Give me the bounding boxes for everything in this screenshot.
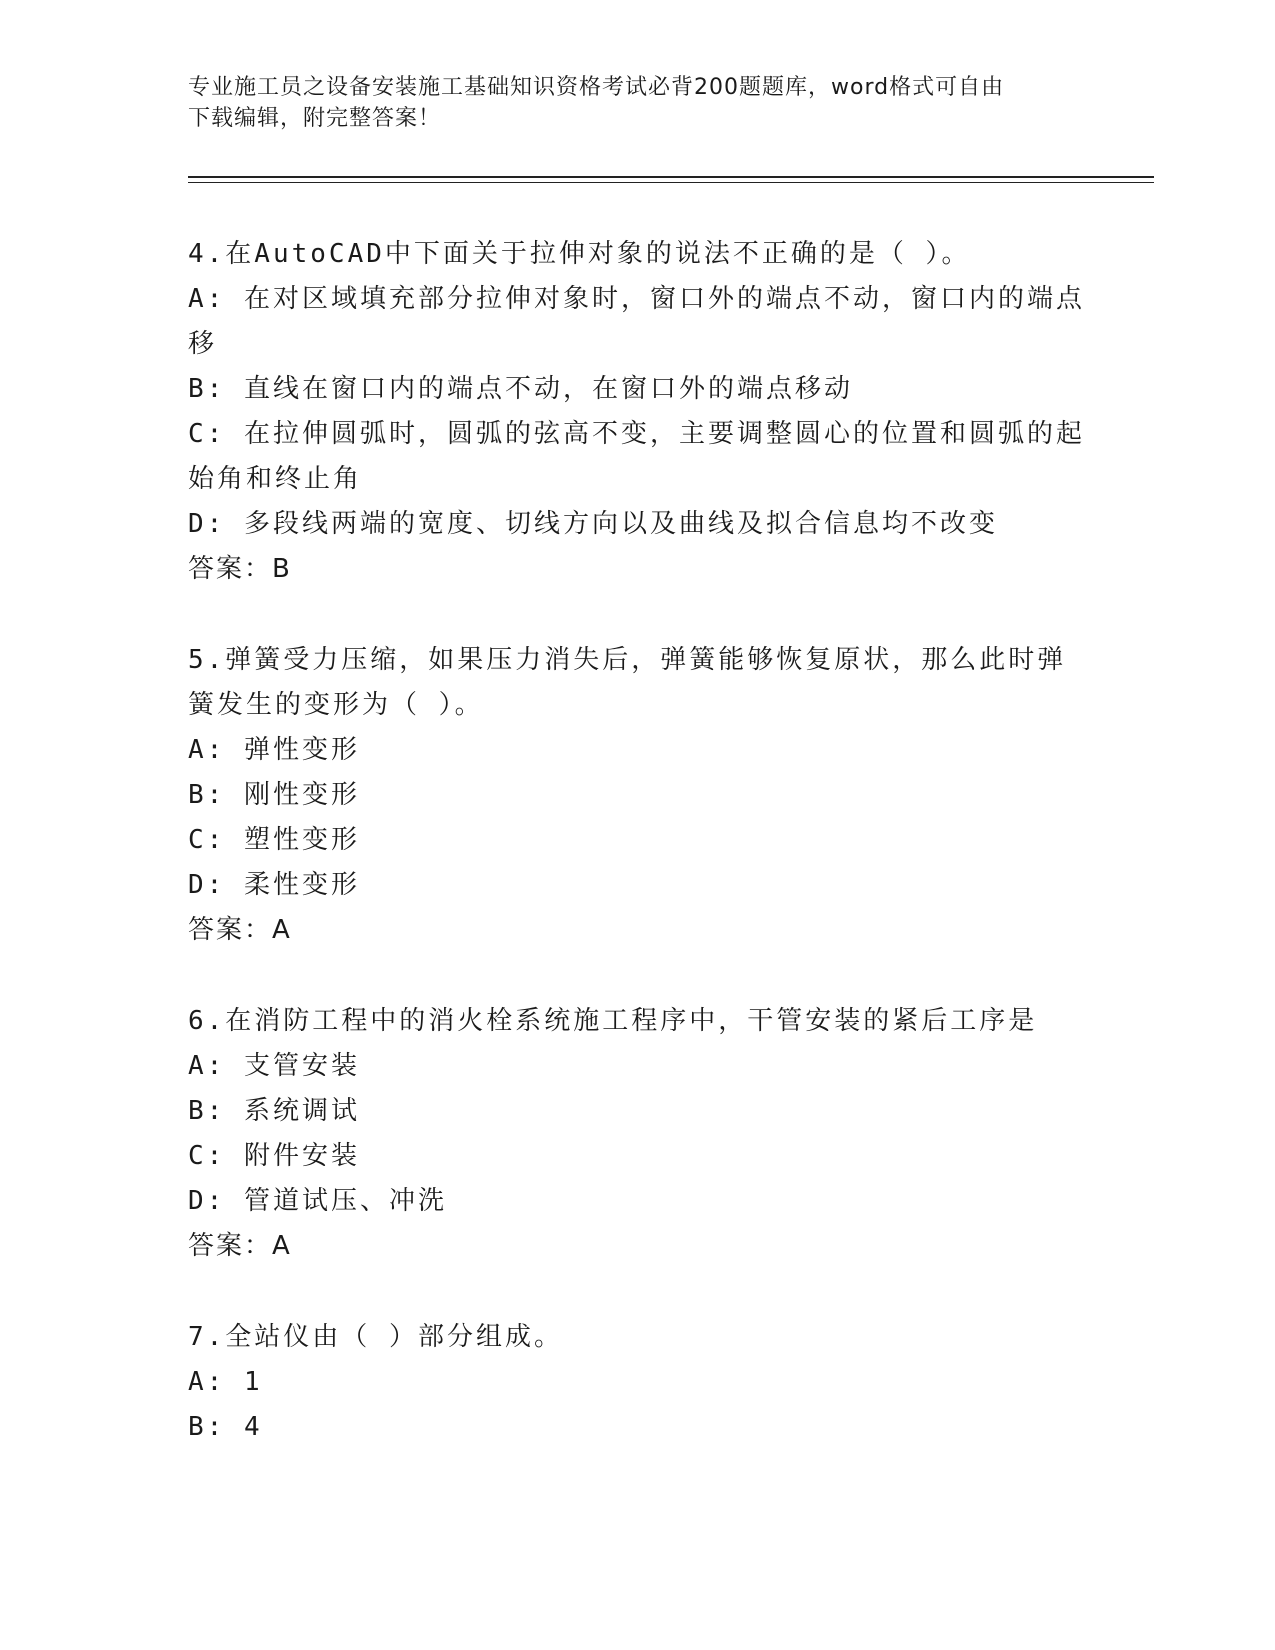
option-b: B: 刚性变形	[188, 780, 360, 810]
option-b: B: 直线在窗口内的端点不动，在窗口外的端点移动	[188, 374, 853, 404]
question-7	[188, 1315, 1088, 1450]
option-b: B: 4	[188, 1412, 263, 1442]
answer-label: 答案：A	[188, 1231, 292, 1261]
question-5	[188, 638, 1088, 953]
header-line-2: 下载编辑，附完整答案！	[188, 106, 442, 131]
question-text: 5.弹簧受力压缩，如果压力消失后，弹簧能够恢复原状，那么此时弹	[188, 645, 1067, 675]
header-divider-thin	[188, 182, 1154, 183]
option-a: A: 弹性变形	[188, 735, 360, 765]
header-divider-thick	[188, 176, 1154, 178]
question-6	[188, 999, 1088, 1269]
option-c: C: 在拉伸圆弧时，圆弧的弦高不变，主要调整圆心的位置和圆弧的起	[188, 419, 1085, 449]
option-c: C: 塑性变形	[188, 825, 360, 855]
answer-label: 答案：B	[188, 554, 292, 584]
option-c: C: 附件安装	[188, 1141, 360, 1171]
option-b: B: 系统调试	[188, 1096, 360, 1126]
option-d: D: 管道试压、冲洗	[188, 1186, 447, 1216]
option-c-continued: 始角和终止角	[188, 464, 363, 494]
document-header	[188, 72, 1088, 134]
option-a: A: 支管安装	[188, 1051, 360, 1081]
answer-label: 答案：A	[188, 915, 292, 945]
option-a: A: 1	[188, 1367, 263, 1397]
question-text: 4.在AutoCAD中下面关于拉伸对象的说法不正确的是（ ）。	[188, 239, 971, 269]
question-list	[188, 232, 1088, 1496]
header-line-1: 专业施工员之设备安装施工基础知识资格考试必背200题题库，word格式可自由	[188, 75, 1005, 100]
option-d: D: 柔性变形	[188, 870, 360, 900]
option-d: D: 多段线两端的宽度、切线方向以及曲线及拟合信息均不改变	[188, 509, 998, 539]
option-a-continued: 移	[188, 329, 218, 359]
question-text-continued: 簧发生的变形为（ ）。	[188, 690, 484, 720]
question-text: 7.全站仪由（ ）部分组成。	[188, 1322, 563, 1352]
option-a: A: 在对区域填充部分拉伸对象时，窗口外的端点不动，窗口内的端点	[188, 284, 1085, 314]
question-text: 6.在消防工程中的消火栓系统施工程序中，干管安装的紧后工序是	[188, 1006, 1038, 1036]
question-4	[188, 232, 1088, 592]
